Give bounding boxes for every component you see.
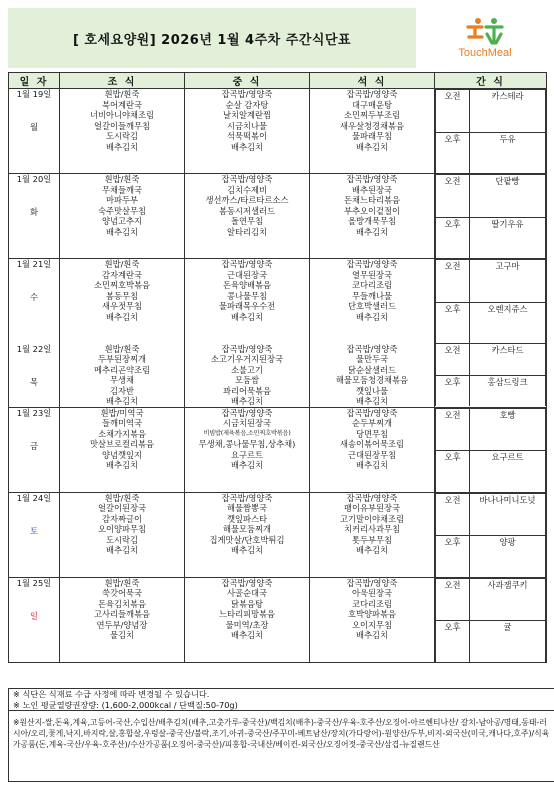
dinner-item: 팽이유부된장국 [343,503,401,513]
breakfast-item: 흰밥/흰죽 [104,174,140,184]
dinner-item: 깻잎나물 [355,385,389,396]
snack-am-label: 오전 [436,578,470,621]
dinner-cell [310,89,435,174]
day-row [9,259,547,344]
day-row [9,344,547,408]
dinner-item: 배추김치 [355,545,389,555]
lunch-item: 돌연무침 [230,216,264,226]
snack-pm-row [436,621,546,662]
snack-pm-row [436,302,546,343]
breakfast-item: 봄동무침 [105,290,139,301]
day-weekday: 금 [29,440,38,451]
day-weekday: 수 [29,292,38,302]
breakfast-item: 감자짜글이 [101,513,143,524]
snack-pm-row [436,217,546,258]
snack-table [435,578,546,662]
snack-table [435,493,546,577]
snack-pm-row [436,132,546,173]
breakfast-cell [60,89,185,174]
dinner-item: 잡곡밥/영양죽 [346,89,398,99]
lunch-item: 배추김치 [230,141,264,152]
lunch-item: 잡곡밥/영양죽 [221,407,273,418]
breakfast-item: 얼갈이된장국 [97,503,147,513]
lunch-item: 느타리피망볶음 [218,609,276,619]
snack-pm-row [436,451,546,492]
dinner-item: 새우살청경채볶음 [339,120,405,131]
dinner-item: 호박양파볶음 [347,609,397,619]
breakfast-item: 두부된장찌개 [97,354,147,364]
lunch-item: 배추김치 [230,311,264,322]
dinner-item: 톳두부무침 [351,534,393,545]
snack-pm-value: 두유 [470,132,546,173]
breakfast-cell [60,259,185,344]
breakfast-cell [60,344,185,408]
day-date: 1월 25일 [16,577,52,588]
snack-am-value: 호빵 [470,408,546,451]
dinner-item: 배추김치 [355,460,389,470]
day-weekday: 월 [29,122,38,132]
lunch-item: 꽈리어묵볶음 [222,385,272,396]
snack-table [435,408,546,492]
breakfast-item: 메추리곤약조림 [93,364,151,375]
lunch-item: 물미역/초장 [225,619,269,630]
day-row [9,577,547,662]
dinner-item: 물만두국 [355,354,389,364]
lunch-item: 근대된장국 [226,269,268,280]
lunch-item: 닭볶음탕 [230,598,264,609]
snack-am-row [436,344,546,375]
snack-am-label: 오전 [436,260,470,303]
breakfast-item: 감자계란국 [101,269,143,280]
snack-am-row [436,578,546,621]
breakfast-item: 흰밥/흰죽 [104,492,140,503]
dinner-item: 해물모둠청경채볶음 [335,375,409,385]
snack-am-value: 고구마 [470,260,546,303]
snack-am-label: 오전 [436,493,470,536]
breakfast-item: 배추김치 [105,311,139,322]
date-cell [9,174,60,259]
snack-pm-value: 딸기우유 [470,217,546,258]
breakfast-item: 김자반 [109,385,135,396]
breakfast-item: 고사리들깨볶음 [93,609,151,619]
breakfast-cell [60,174,185,259]
day-row [9,89,547,174]
breakfast-item: 들깨미역국 [101,418,143,428]
dinner-cell [310,407,435,492]
dinner-item: 물파래무침 [351,131,393,141]
notes-section [8,688,554,711]
breakfast-cell [60,492,185,577]
spacer [9,270,59,281]
snack-pm-value: 귤 [470,621,546,662]
date-cell [9,89,60,174]
lunch-item: 김치수제비 [226,184,268,195]
breakfast-item: 흰밥/흰죽 [104,577,140,588]
snack-am-value: 단팥빵 [470,175,546,218]
breakfast-item: 흰밥/흰죽 [104,343,140,354]
dinner-item: 코다리조림 [351,598,393,609]
day-row [9,174,547,259]
lunch-cell [185,259,310,344]
breakfast-item: 흰밥/미역국 [100,407,144,418]
date-cell [9,407,60,492]
breakfast-item: 새우젓무침 [101,301,143,311]
lunch-item: 순살 감자탕 [225,99,269,110]
snack-pm-label: 오후 [436,621,470,662]
touchmeal-logo [424,8,546,68]
dinner-item: 잡곡밥/영양죽 [346,407,398,418]
note-change: ※ 식단은 식재료 수급 사정에 따라 변경될 수 있습니다. [13,689,210,699]
snack-table [435,89,546,173]
breakfast-cell [60,577,185,662]
weekly-menu-table [8,72,547,663]
lunch-cell [185,577,310,662]
lunch-item: 잡곡밥/영양죽 [221,492,273,503]
breakfast-item: 무생채 [109,375,135,385]
lunch-item: 잡곡밥/영양죽 [221,174,273,184]
date-cell [9,577,60,662]
lunch-item: 배추김치 [230,545,264,555]
dinner-item: 고기말이야채조림 [339,513,405,524]
day-date: 1월 19일 [16,89,52,99]
dinner-cell [310,577,435,662]
snack-cell [435,174,547,259]
snack-pm-label: 오후 [436,375,470,406]
breakfast-item: 도시락김 [105,534,139,545]
breakfast-item: 도시락김 [105,131,139,141]
snack-am-label: 오전 [436,344,470,375]
snack-pm-value: 홍삼드링크 [470,375,546,406]
page-title [8,8,416,68]
breakfast-item: 쑥갓어묵국 [101,588,143,598]
snack-cell [435,577,547,662]
lunch-item: 사골순대국 [226,588,268,598]
lunch-item: 해물모둠찌개 [222,524,272,534]
dinner-item: 코다리조림 [351,280,393,290]
day-date: 1월 23일 [16,407,52,418]
dinner-item: 오이지무침 [351,619,393,630]
dinner-item: 올방개묵무침 [347,216,397,226]
lunch-item: 배추김치 [230,460,264,470]
day-date: 1월 24일 [16,492,52,503]
lunch-cell [185,492,310,577]
snack-am-row [436,260,546,303]
breakfast-item: 배추김치 [105,226,139,237]
lunch-item: 물파래목우수전 [218,301,276,311]
dinner-item: 근대된장무침 [347,449,397,460]
lunch-item: 날치알계란찜 [222,110,272,120]
day-row [9,492,547,577]
snack-cell [435,492,547,577]
breakfast-cell [60,407,185,492]
snack-am-value: 카스타드 [470,344,546,375]
dinner-item: 단호박샐러드 [347,301,397,311]
lunch-item: 배추김치 [230,630,264,640]
breakfast-item: 마파두부 [105,195,139,205]
spacer [9,418,59,429]
origin-section [8,710,554,782]
snack-cell [435,344,547,408]
snack-cell [435,407,547,492]
dinner-item: 배추김치 [355,311,389,322]
dinner-item: 치커리사과무침 [343,524,401,534]
lunch-item: 집게맛살/단호박튀김 [209,534,285,545]
snack-pm-label: 오후 [436,536,470,577]
snack-pm-row [436,536,546,577]
breakfast-item: 배추김치 [105,545,139,555]
breakfast-item: 배추김치 [105,141,139,152]
spacer [9,588,59,599]
snack-pm-row [436,375,546,406]
dinner-item: 대구매운탕 [351,99,393,110]
snack-pm-value: 요구르트 [470,451,546,492]
dinner-item: 배추김치 [355,396,389,406]
lunch-item: 시금치된장국 [222,418,272,428]
header-breakfast: 조 식 [60,73,185,89]
header-date: 일 자 [9,73,60,89]
breakfast-item: 배추김치 [105,460,139,470]
snack-am-label: 오전 [436,175,470,218]
snack-pm-label: 오후 [436,451,470,492]
breakfast-item: 얼갈이들깨무침 [93,120,151,131]
snack-pm-value: 오렌지쥬스 [470,302,546,343]
dinner-cell [310,344,435,408]
lunch-cell [185,174,310,259]
breakfast-item: 흰밥/흰죽 [104,89,140,99]
lunch-item: 생선까스/타르타르소스 [205,195,289,205]
lunch-item: 돈육양배볶음 [222,280,272,290]
day-date: 1월 22일 [16,343,52,354]
origin-text: ※원산지-쌀,돈육,계육,고등어-국산,수입산/배추김치(배추,고춧가루-중국산)/백김치(배추)-중국산/우육-호주산/오징어-아르헨티나산/ 갈치-남아공/명태,동태-러시아/오리,꽃게,낙지,바지락,살,홍합살,우렁살-중국산/불락,조기,아귀-중국산/주꾸미-베트남산/장치(가다랑어)-원양산/두부,비지-외국산(미국,캐나다,호주)/식육가공품(돈,계육-국산/우육-호주산)/수산가공품(오징어-중국산)/피홍합-국내산/베이컨-외국산/오징어젓-중국산/삼겹-뉴질랜드산 [13,718,550,750]
snack-table [435,174,546,258]
lunch-cell [185,344,310,408]
lunch-item: 비빔밥(제육볶음,소민찌호박볶음) [203,429,291,437]
date-cell [9,492,60,577]
lunch-item: 요구르트 [230,449,264,460]
day-weekday: 목 [29,376,38,387]
lunch-item: 모둠쌈 [234,375,260,385]
dinner-item: 돈채느타리볶음 [343,195,401,205]
dinner-item: 무들깨나물 [351,290,393,301]
lunch-item: 잡곡밥/영양죽 [221,259,273,269]
lunch-item: 무생채,콩나물무침,상추채) [198,439,296,449]
dinner-item: 순두부찌개 [351,418,393,428]
snack-am-row [436,493,546,536]
snack-am-value: 사과잼쿠키 [470,578,546,621]
lunch-item: 콩나물무침 [226,290,268,301]
breakfast-item: 연두부/양념장 [96,619,148,630]
dinner-item: 배추김치 [355,141,389,152]
breakfast-item: 소채가지볶음 [97,428,147,439]
dinner-cell [310,492,435,577]
lunch-cell [185,407,310,492]
breakfast-item: 양념고추지 [101,216,143,226]
day-date: 1월 21일 [16,259,52,269]
dinner-cell [310,259,435,344]
dinner-item: 소민찌두부조림 [343,110,401,120]
breakfast-item: 북어계란국 [101,99,143,110]
lunch-item: 석묵떡볶이 [226,131,268,141]
snack-am-row [436,175,546,218]
dinner-item: 배추김치 [355,630,389,640]
snack-am-label: 오전 [436,408,470,451]
snack-pm-label: 오후 [436,132,470,173]
dinner-item: 아욱된장국 [351,588,393,598]
day-weekday: 일 [29,610,38,621]
dinner-item: 배추된장국 [351,184,393,195]
header-snack: 간 식 [435,73,547,89]
date-cell [9,344,60,408]
lunch-item: 해물짬뽕국 [226,503,268,513]
snack-pm-label: 오후 [436,217,470,258]
lunch-item: 잡곡밥/영양죽 [221,89,273,99]
breakfast-item: 흰밥/흰죽 [104,259,140,269]
breakfast-item: 숙주맛살무침 [97,205,147,216]
dinner-item: 잡곡밥/영양죽 [346,343,398,354]
dinner-item: 새송이볶어묵조림 [339,439,405,449]
snack-am-label: 오전 [436,90,470,133]
lunch-item: 알타리김치 [226,226,268,237]
spacer [9,354,59,365]
day-row [9,407,547,492]
dinner-item: 잡곡밥/영양죽 [346,492,398,503]
date-cell [9,259,60,344]
spacer [9,503,59,514]
dinner-cell [310,174,435,259]
spacer [9,100,59,111]
note-calorie: ※ 노인 평균열량권장량: (1,600-2,000kcal / 단백질:50-70g) [13,700,238,710]
breakfast-item: 오이양파무침 [97,524,147,534]
breakfast-item: 너비아니야채조림 [89,110,155,120]
snack-pm-label: 오후 [436,302,470,343]
day-weekday: 토 [29,525,38,536]
snack-table [435,259,546,343]
snack-cell [435,89,547,174]
lunch-item: 배추김치 [230,396,264,406]
dinner-item: 잡곡밥/영양죽 [346,174,398,184]
lunch-item: 시금치나물 [226,120,268,131]
lunch-item: 봄동시저샐러드 [218,205,276,216]
dinner-item: 잡곡밥/영양죽 [346,577,398,588]
title-text: [ 호세요양원] 2026년 1월 4주차 주간식단표 [72,32,352,48]
lunch-item: 소불고기 [230,364,264,375]
dinner-item: 배추김치 [355,226,389,237]
breakfast-item: 소민찌호박볶음 [93,280,151,290]
breakfast-item: 물김치 [109,630,135,640]
dinner-item: 부추오이겉절이 [343,205,401,216]
header-lunch: 중 식 [185,73,310,89]
snack-am-row [436,90,546,133]
dinner-item: 잡곡밥/영양죽 [346,259,398,269]
breakfast-item: 양념깻잎지 [101,449,143,460]
dinner-item: 닭순살샐러드 [347,364,397,375]
lunch-cell [185,89,310,174]
day-date: 1월 20일 [16,174,52,184]
snack-am-row [436,408,546,451]
lunch-item: 깻잎파스타 [226,513,268,524]
spacer [9,185,59,196]
touchmeal-figures-icon [462,17,508,45]
breakfast-item: 돈육김치볶음 [97,598,147,609]
breakfast-item: 맛살브로컬리볶음 [89,439,155,449]
lunch-item: 소고기우거지된장국 [210,354,284,364]
day-weekday: 화 [29,207,38,217]
lunch-item: 잡곡밥/영양죽 [221,343,273,354]
snack-am-value: 카스테라 [470,90,546,133]
snack-cell [435,259,547,344]
header-dinner: 석 식 [310,73,435,89]
lunch-item: 잡곡밥/영양죽 [221,577,273,588]
snack-pm-value: 양팡 [470,536,546,577]
breakfast-item: 무채들깨국 [101,184,143,195]
dinner-item: 열무된장국 [351,269,393,280]
dinner-item: 당면무침 [355,428,389,439]
breakfast-item: 배추김치 [105,396,139,406]
logo-text: TouchMeal [458,47,512,59]
snack-table [435,344,546,406]
snack-am-value: 바나나미니도넛 [470,493,546,536]
